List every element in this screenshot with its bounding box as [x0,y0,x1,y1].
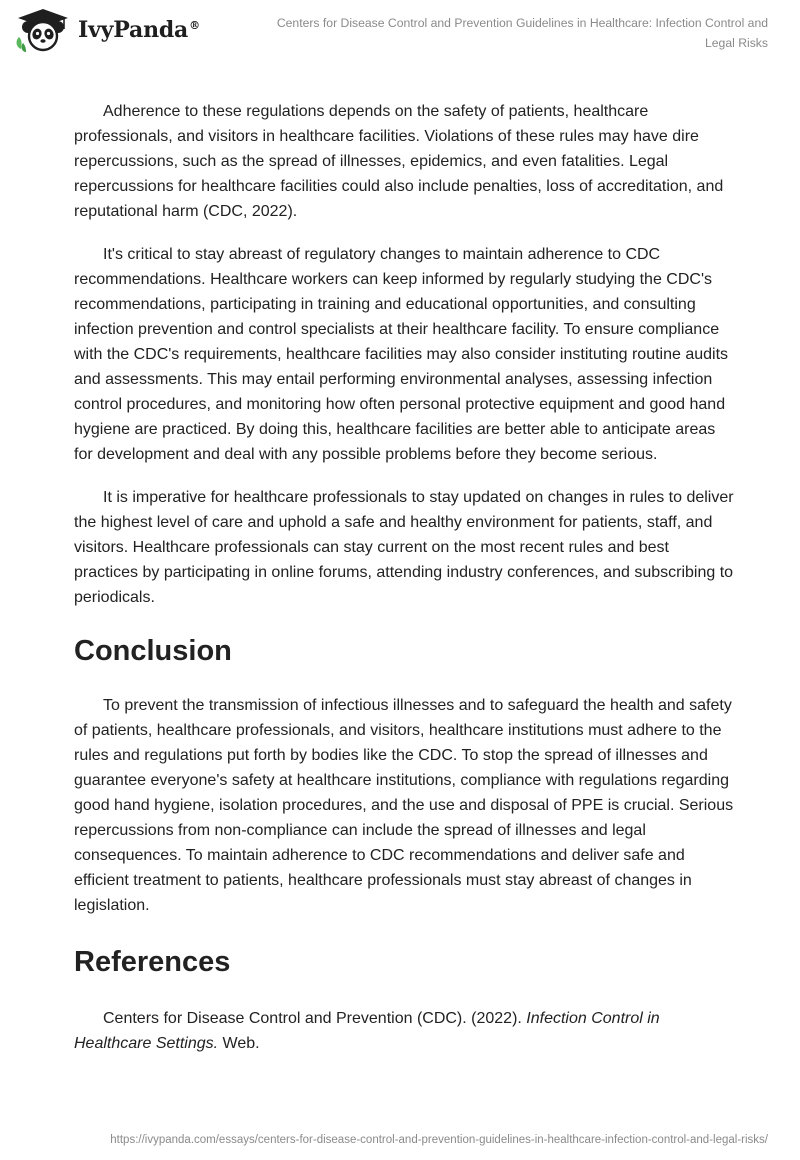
essay-content [74,99,734,1074]
document-title: Centers for Disease Control and Prevention Guidelines in Healthcare: Infection Control and Legal Risks [276,16,768,50]
references-heading: References [74,946,231,978]
reference-suffix: Web. [218,1035,260,1052]
body-paragraph: Adherence to these regulations depends on the safety of patients, healthcare professionals, and visitors in healthcare facilities. Violations of these rules may have dire repercussions, such as the spread of illnesses, epidemics, and even fatalities. Legal repercussions for healthcare facilities could also include penalties, loss of accreditation, and reputational harm (CDC, 2022). [74,103,724,220]
brand-name: IvyPanda® [78,17,200,43]
body-paragraph: It is imperative for healthcare professionals to stay updated on changes in rules to deliver the highest level of care and uphold a safe and healthy environment for patients, staff, and visitors. Healthcare professionals can stay current on the most recent rules and best practices by participating in online forums, attending industry conferences, and subscribing to periodicals. [74,489,734,606]
source-url[interactable]: https://ivypanda.com/essays/centers-for-disease-control-and-prevention-guidelines-in-healthcare-infection-control-and-legal-risks/ [110,1134,768,1146]
conclusion-heading: Conclusion [74,635,232,667]
ivypanda-logo[interactable] [14,7,200,53]
panda-graduate-icon [14,7,72,53]
reference-author: Centers for Disease Control and Prevention (CDC). (2022). [103,1010,527,1027]
body-paragraph: It's critical to stay abreast of regulatory changes to maintain adherence to CDC recommendations. Healthcare workers can keep informed by regularly studying the CDC's recommendations, participating in training and educational opportunities, and consulting infection prevention and control specialists at their healthcare facility. To ensure compliance with the CDC's requirements, healthcare facilities may also consider instituting routine audits and assessments. This may entail performing environmental analyses, assessing infection control procedures, and monitoring how often personal protective equipment and good hand hygiene are practiced. By doing this, healthcare facilities are better able to anticipate areas for development and deal with any possible problems before they become serious. [74,246,729,463]
reference-title: Infection Control in Healthcare Settings. [74,1010,660,1052]
page-header [0,0,800,60]
conclusion-paragraph: To prevent the transmission of infectious illnesses and to safeguard the health and safety of patients, healthcare professionals, and visitors, healthcare institutions must adhere to the rules and regulations put forth by bodies like the CDC. To stop the spread of illnesses and guarantee everyone's safety at healthcare institutions, compliance with regulations regarding good hand hygiene, isolation procedures, and the use and disposal of PPE is crucial. Serious repercussions from non-compliance can include the spread of illnesses and legal consequences. To maintain adherence to CDC recommendations and deliver safe and efficient treatment to patients, healthcare professionals must stay abreast of changes in legislation. [74,697,734,914]
reference-item [74,1006,734,1056]
